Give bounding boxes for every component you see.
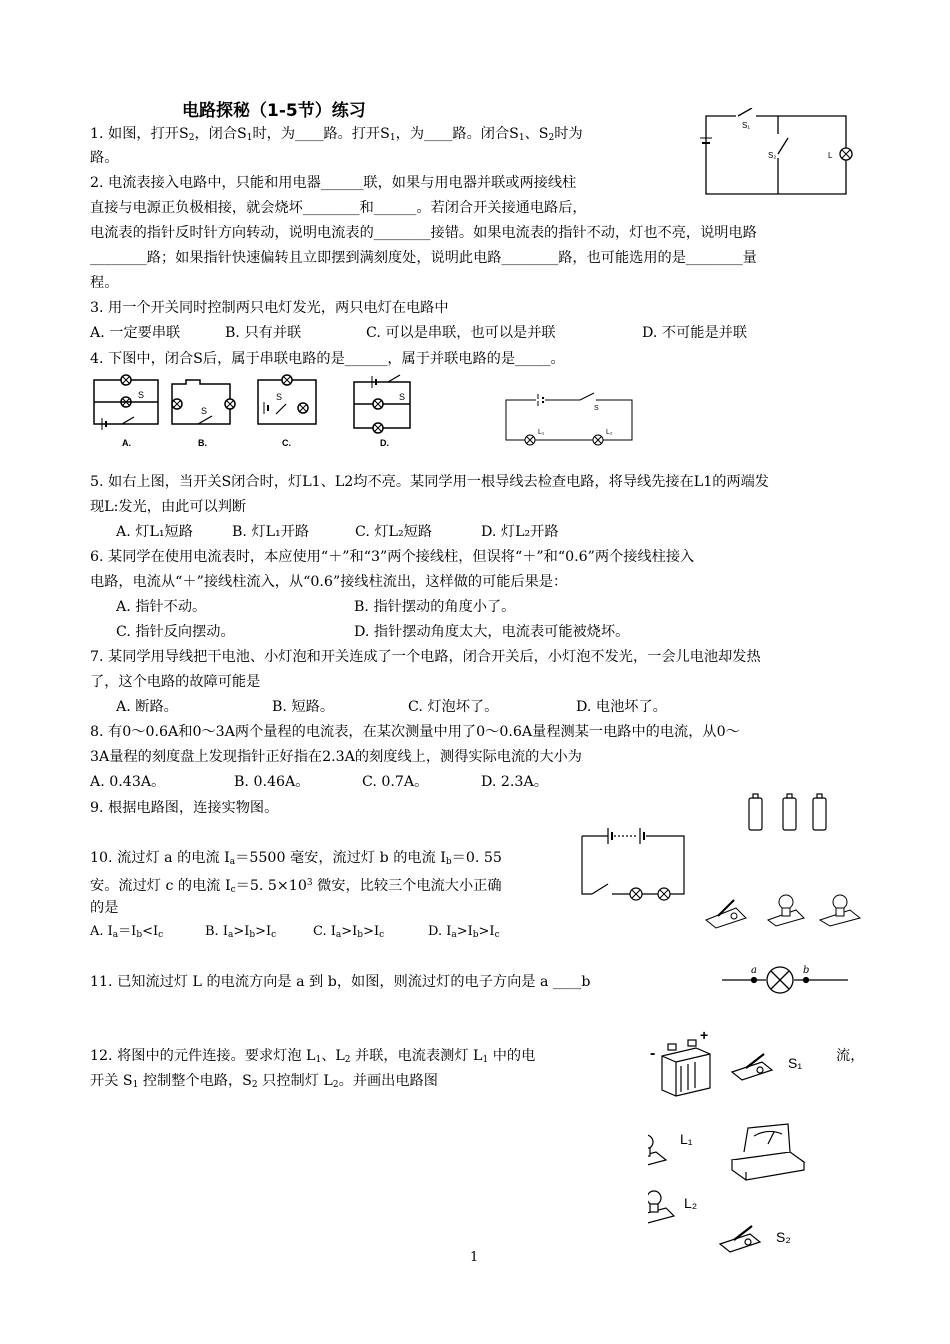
q2-line3: 电流表的指针反时针方向转动，说明电流表的________接错。如果电流表的指针不动，灯也不亮，说明电路 xyxy=(90,225,757,241)
q12-components xyxy=(648,1028,828,1253)
q12-line2: 开关 $S_1$ 控制整个电路，$S_2$ 只控制灯 $L_2$。并画出电路图 xyxy=(90,1073,438,1090)
q6-option-d: D. 指针摆动角度太大，电流表可能被烧坏。 xyxy=(354,624,630,640)
l1-label: L₁ xyxy=(680,1131,693,1147)
q5-option-c: C. 灯L₂短路 xyxy=(355,524,433,540)
page-title: 电路探秘（1-5节）练习 xyxy=(182,101,366,121)
q6-line1: 6. 某同学在使用电流表时，本应使用“＋”和“3”两个接线柱，但误将“＋”和“0.6”两个接线柱接入 xyxy=(90,549,695,565)
q10-option-c: C. $I_a>I_b>I_c$ xyxy=(313,924,385,940)
label-b: b xyxy=(803,965,810,976)
circuit-b xyxy=(172,380,235,448)
q3-option-a: A. 一定要串联 xyxy=(90,325,181,341)
q10-line2: 安。流过灯 c 的电流 $I_c=5$. $5\times 10^3$ 微安，比较三个电流大小正确 xyxy=(90,878,502,895)
label-l2: L₂ xyxy=(606,429,613,436)
q8-line1: 8. 有0～0.6A和0～3A两个量程的电流表，在某次测量中用了0～0.6A量程测某一电路中的电流，从0～ xyxy=(90,724,740,740)
label-s-b: S xyxy=(201,406,208,416)
circuit-c xyxy=(258,375,316,448)
label-s-a: S xyxy=(138,390,145,400)
q7-option-c: C. 灯泡坏了。 xyxy=(408,699,499,715)
label-s-d: S xyxy=(399,392,406,402)
q6-option-c: C. 指针反向摆动。 xyxy=(116,624,235,640)
q9-components xyxy=(700,880,870,930)
switch-s2 xyxy=(720,1226,791,1252)
q9-stem: 9. 根据电路图，连接实物图。 xyxy=(90,800,279,816)
q12-line1-end: 流， xyxy=(836,1048,865,1064)
battery-pack xyxy=(650,1028,710,1096)
label-s1: S₁ xyxy=(742,121,751,130)
q2-line2: 直接与电源正负极相接，就会烧坏________和______。若闭合开关接通电路后， xyxy=(90,200,587,216)
circuit-d xyxy=(354,375,410,448)
minus-label: - xyxy=(650,1045,656,1062)
label-l: L xyxy=(828,151,833,160)
label-l1: L₁ xyxy=(538,429,545,436)
circuit-a xyxy=(94,375,158,448)
q7-option-d: D. 电池坏了。 xyxy=(576,699,667,715)
q7-option-b: B. 短路。 xyxy=(272,699,335,715)
s2-label: S₂ xyxy=(776,1229,791,1245)
q6-option-a: A. 指针不动。 xyxy=(116,599,207,615)
label-s2: S₂ xyxy=(768,151,777,160)
plus-label: + xyxy=(700,1028,709,1043)
q6-option-b: B. 指针摆动的角度小了。 xyxy=(354,599,516,615)
q7-option-a: A. 断路。 xyxy=(116,699,178,715)
q2-line1: 2. 电流表接入电路中，只能和用电器______联，如果与用电器并联或两接线柱 xyxy=(90,175,577,191)
q5-option-d: D. 灯L₂开路 xyxy=(481,524,559,540)
switch-component xyxy=(706,900,746,928)
label-d: D. xyxy=(380,438,389,448)
q10-line3: 的是 xyxy=(90,900,119,916)
q3-option-b: B. 只有并联 xyxy=(225,325,302,341)
label-a: A. xyxy=(122,438,131,448)
q8-option-d: D. 2.3A。 xyxy=(481,774,548,790)
label-a: a xyxy=(751,965,757,976)
q8-option-c: C. 0.7A。 xyxy=(362,774,429,790)
q7-line1: 7. 某同学用导线把干电池、小灯泡和开关连成了一个电路，闭合开关后，小灯泡不发光，一会儿电池却发热 xyxy=(90,649,761,665)
q5-circuit-figure xyxy=(500,386,640,448)
q8-option-a: A. 0.43A。 xyxy=(90,774,166,790)
label-s-c: S xyxy=(276,392,283,402)
ammeter xyxy=(732,1124,804,1180)
q5-option-b: B. 灯L₁开路 xyxy=(232,524,310,540)
q3-stem: 3. 用一个开关同时控制两只电灯发光，两只电灯在电路中 xyxy=(90,300,449,316)
q9-circuit-diagram xyxy=(578,824,688,910)
q11-stem: 11. 已知流过灯 L 的电流方向是 a 到 b，如图，则流过灯的电子方向是 a ____b xyxy=(90,974,591,990)
q10-line1: 10. 流过灯 a 的电流 $I_a=5500$ 毫安，流过灯 b 的电流 $I_b=0$. 55 xyxy=(90,850,502,867)
lamp-l2 xyxy=(648,1191,697,1224)
q4-stem: 4. 下图中，闭合S后，属于串联电路的是______，属于并联电路的是_____。 xyxy=(90,351,565,367)
q10-option-a: A. $I_a=I_b<I_c$ xyxy=(90,924,164,940)
q2-line4: ________路；如果指针快速偏转且立即摆到满刻度处，说明此电路________路，也可能选用的是________量 xyxy=(90,250,757,266)
q6-line2: 电路，电流从“＋”接线柱流入，从“0.6”接线柱流出，这样做的可能后果是： xyxy=(90,574,568,590)
switch-s1 xyxy=(732,1054,802,1080)
lamp-l1 xyxy=(648,1131,693,1168)
q1-line2: 路。 xyxy=(90,150,119,166)
q4-circuit-figures xyxy=(88,374,448,454)
q9-batteries xyxy=(745,792,835,834)
label-b: B. xyxy=(198,438,207,448)
label-c: C. xyxy=(282,438,291,448)
q3-option-c: C. 可以是串联，也可以是并联 xyxy=(366,325,556,341)
q5-line1: 5. 如右上图，当开关S闭合时，灯L1、L2均不亮。某同学用一根导线去检查电路，将导线先接在L1的两端发 xyxy=(90,474,769,490)
lamp-component-2 xyxy=(820,895,860,926)
q12-line1: 12. 将图中的元件连接。要求灯泡 $L_1$、$L_2$ 并联，电流表测灯 $L_1$ 中的电 xyxy=(90,1048,536,1065)
q1-circuit-figure xyxy=(698,108,858,200)
q8-line2: 3A量程的刻度盘上发现指针正好指在2.3A的刻度线上，测得实际电流的大小为 xyxy=(90,749,582,765)
page-number: 1 xyxy=(470,1250,479,1265)
q5-line2: 现L:发光，由此可以判断 xyxy=(90,499,247,515)
label-s: S xyxy=(594,405,599,412)
q10-option-b: B. $I_a>I_b>I_c$ xyxy=(205,924,277,940)
l2-label: L₂ xyxy=(684,1195,698,1211)
q8-option-b: B. 0.46A。 xyxy=(234,774,310,790)
s1-label: S₁ xyxy=(788,1055,803,1071)
q2-line5: 程。 xyxy=(90,275,119,291)
q10-option-d: D. $I_a>I_b>I_c$ xyxy=(428,924,500,940)
q5-option-a: A. 灯L₁短路 xyxy=(116,524,193,540)
q1-line1: 1. 如图，打开$S_2$，闭合$S_1$时，为____路。打开$S_1$，为____路。闭合$S_1$、$S_2$时为 xyxy=(90,126,583,143)
q7-line2: 了，这个电路的故障可能是 xyxy=(90,674,261,690)
q3-option-d: D. 不可能是并联 xyxy=(642,325,748,341)
q11-lamp-figure xyxy=(720,962,850,998)
lamp-component-1 xyxy=(768,895,804,926)
